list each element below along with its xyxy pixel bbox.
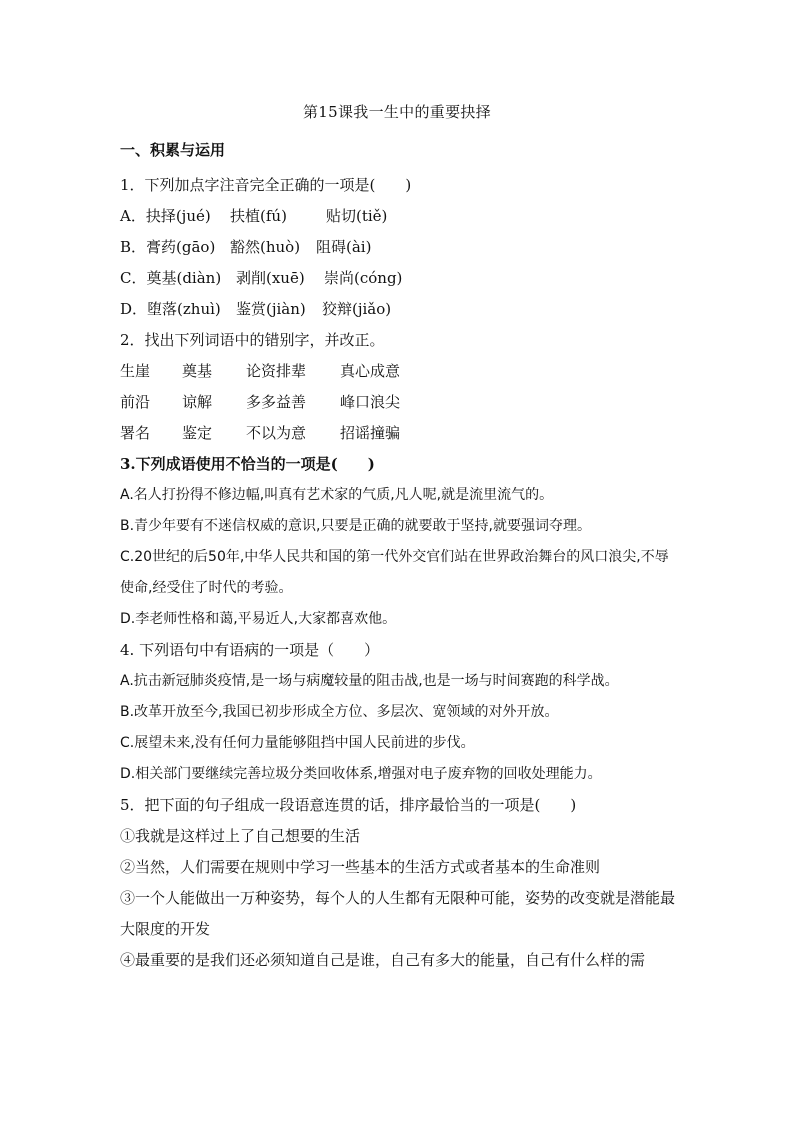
q5-sentence-3: ③一个人能做出一万种姿势，每个人的人生都有无限种可能，姿势的改变就是潜能最大限度的开发 — [120, 889, 676, 938]
q3-stem: 3.下列成语使用不恰当的一项是( ) — [120, 455, 375, 473]
q2-row-2: 前沿 谅解 多多益善 峰口浪尖 — [120, 393, 401, 411]
q4-option-c: C.展望未来,没有任何力量能够阻挡中国人民前进的步伐。 — [120, 735, 475, 751]
q5-sentence-4: ④最重要的是我们还必须知道自己是谁，自己有多大的能量，自己有什么样的需 — [120, 951, 646, 969]
q3-option-c: C.20世纪的后50年,中华人民共和国的第一代外交官们站在世界政治舞台的风口浪尖,不辱使命,经受住了时代的考验。 — [120, 549, 669, 596]
q1-option-a: A．抉择(jué) 扶植(fú) 贴切(tiě) — [120, 207, 388, 225]
question-list — [120, 170, 680, 976]
q4-stem: 4. 下列语句中有语病的一项是（ ） — [120, 641, 380, 659]
page-title: 第15课我一生中的重要抉择 — [303, 103, 491, 121]
q4-option-b: B.改革开放至今,我国已初步形成全方位、多层次、宽领域的对外开放。 — [120, 704, 559, 720]
q4-option-a: A.抗击新冠肺炎疫情,是一场与病魔较量的阻击战,也是一场与时间赛跑的科学战。 — [120, 673, 619, 689]
q5-stem: 5．把下面的句子组成一段语意连贯的话，排序最恰当的一项是( ) — [120, 796, 577, 814]
q5-sentence-2: ②当然，人们需要在规则中学习一些基本的生活方式或者基本的生命准则 — [120, 858, 601, 876]
q2-row-1: 生崖 奠基 论资排辈 真心成意 — [120, 362, 401, 380]
q1-stem: 1．下列加点字注音完全正确的一项是( ) — [120, 176, 412, 194]
q1-option-d: D．堕落(zhuì) 鉴赏(jiàn) 狡辩(jiǎo) — [120, 300, 392, 318]
q1-option-b: B．膏药(gāo) 豁然(huò) 阻碍(ài) — [120, 238, 372, 256]
q4-option-d: D.相关部门要继续完善垃圾分类回收体系,增强对电子废弃物的回收处理能力。 — [120, 766, 602, 782]
q3-option-a: A.名人打扮得不修边幅,叫真有艺术家的气质,凡人呢,就是流里流气的。 — [120, 487, 554, 503]
q3-option-b: B.青少年要有不迷信权威的意识,只要是正确的就要敢于坚持,就要强词夺理。 — [120, 518, 591, 534]
q2-stem: 2．找出下列词语中的错别字，并改正。 — [120, 331, 385, 349]
q5-sentence-1: ①我就是这样过上了自己想要的生活 — [120, 827, 361, 845]
q3-option-d: D.李老师性格和蔼,平易近人,大家都喜欢他。 — [120, 611, 397, 627]
section-heading: 一、积累与运用 — [120, 141, 226, 159]
q2-row-3: 署名 鉴定 不以为意 招谣撞骗 — [120, 424, 401, 442]
q1-option-c: C．奠基(diàn) 剥削(xuē) 崇尚(cóng) — [120, 269, 403, 287]
